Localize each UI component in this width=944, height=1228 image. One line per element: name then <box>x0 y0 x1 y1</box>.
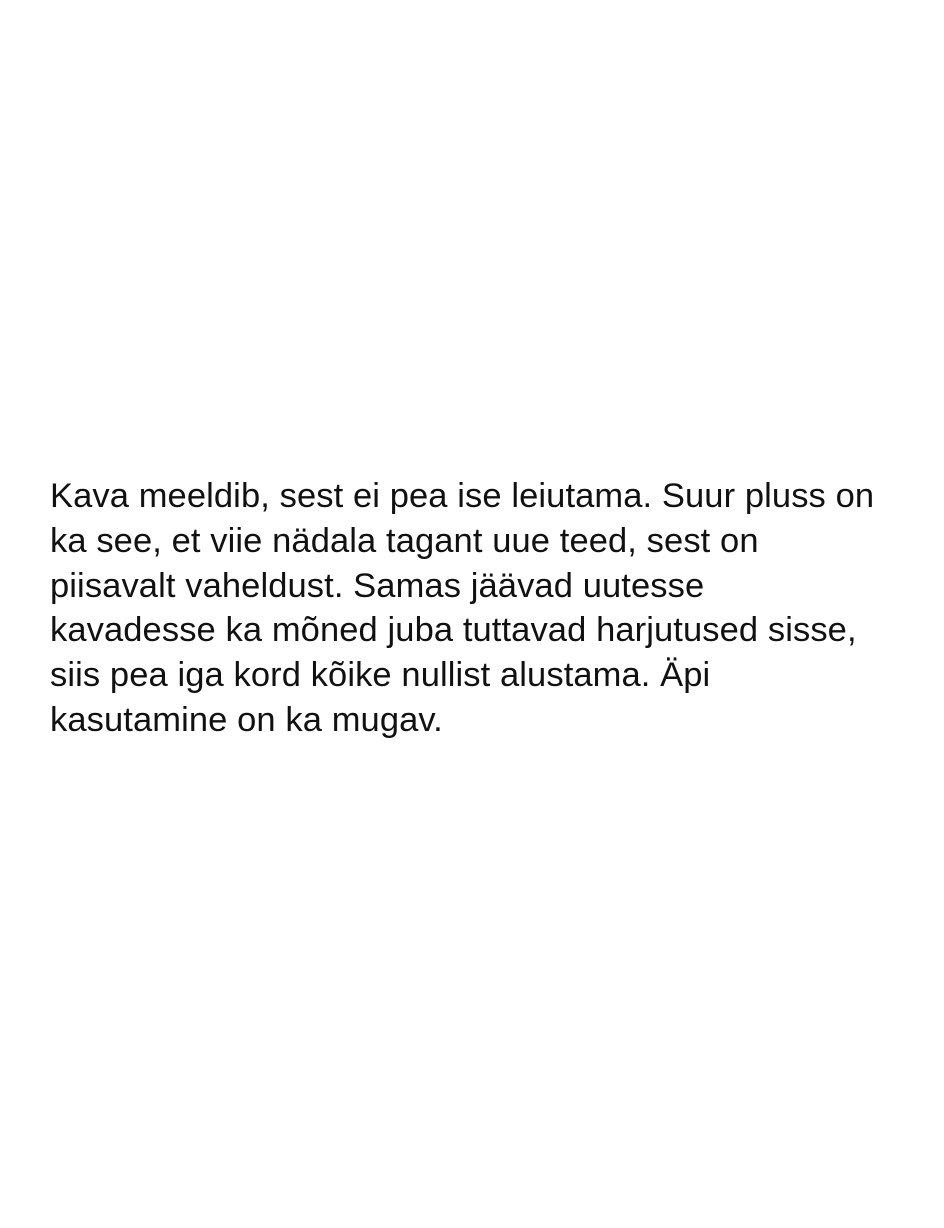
text-line: kavadesse ka mõned juba tuttavad harjutused sisse, <box>50 611 857 650</box>
text-line: Kava meeldib, sest ei pea ise leiutama. Suur pluss on <box>50 477 875 515</box>
text-line: ka see, et viie nädala tagant uue teed, sest on <box>50 521 759 560</box>
text-line: siis pea iga kord kõike nullist alustama. Äpi <box>50 656 711 695</box>
text-line: piisavalt vaheldust. Samas jäävad uutesse <box>50 566 705 605</box>
text-line: kasutamine on ka mugav. <box>50 700 443 739</box>
testimonial-paragraph <box>50 474 920 743</box>
